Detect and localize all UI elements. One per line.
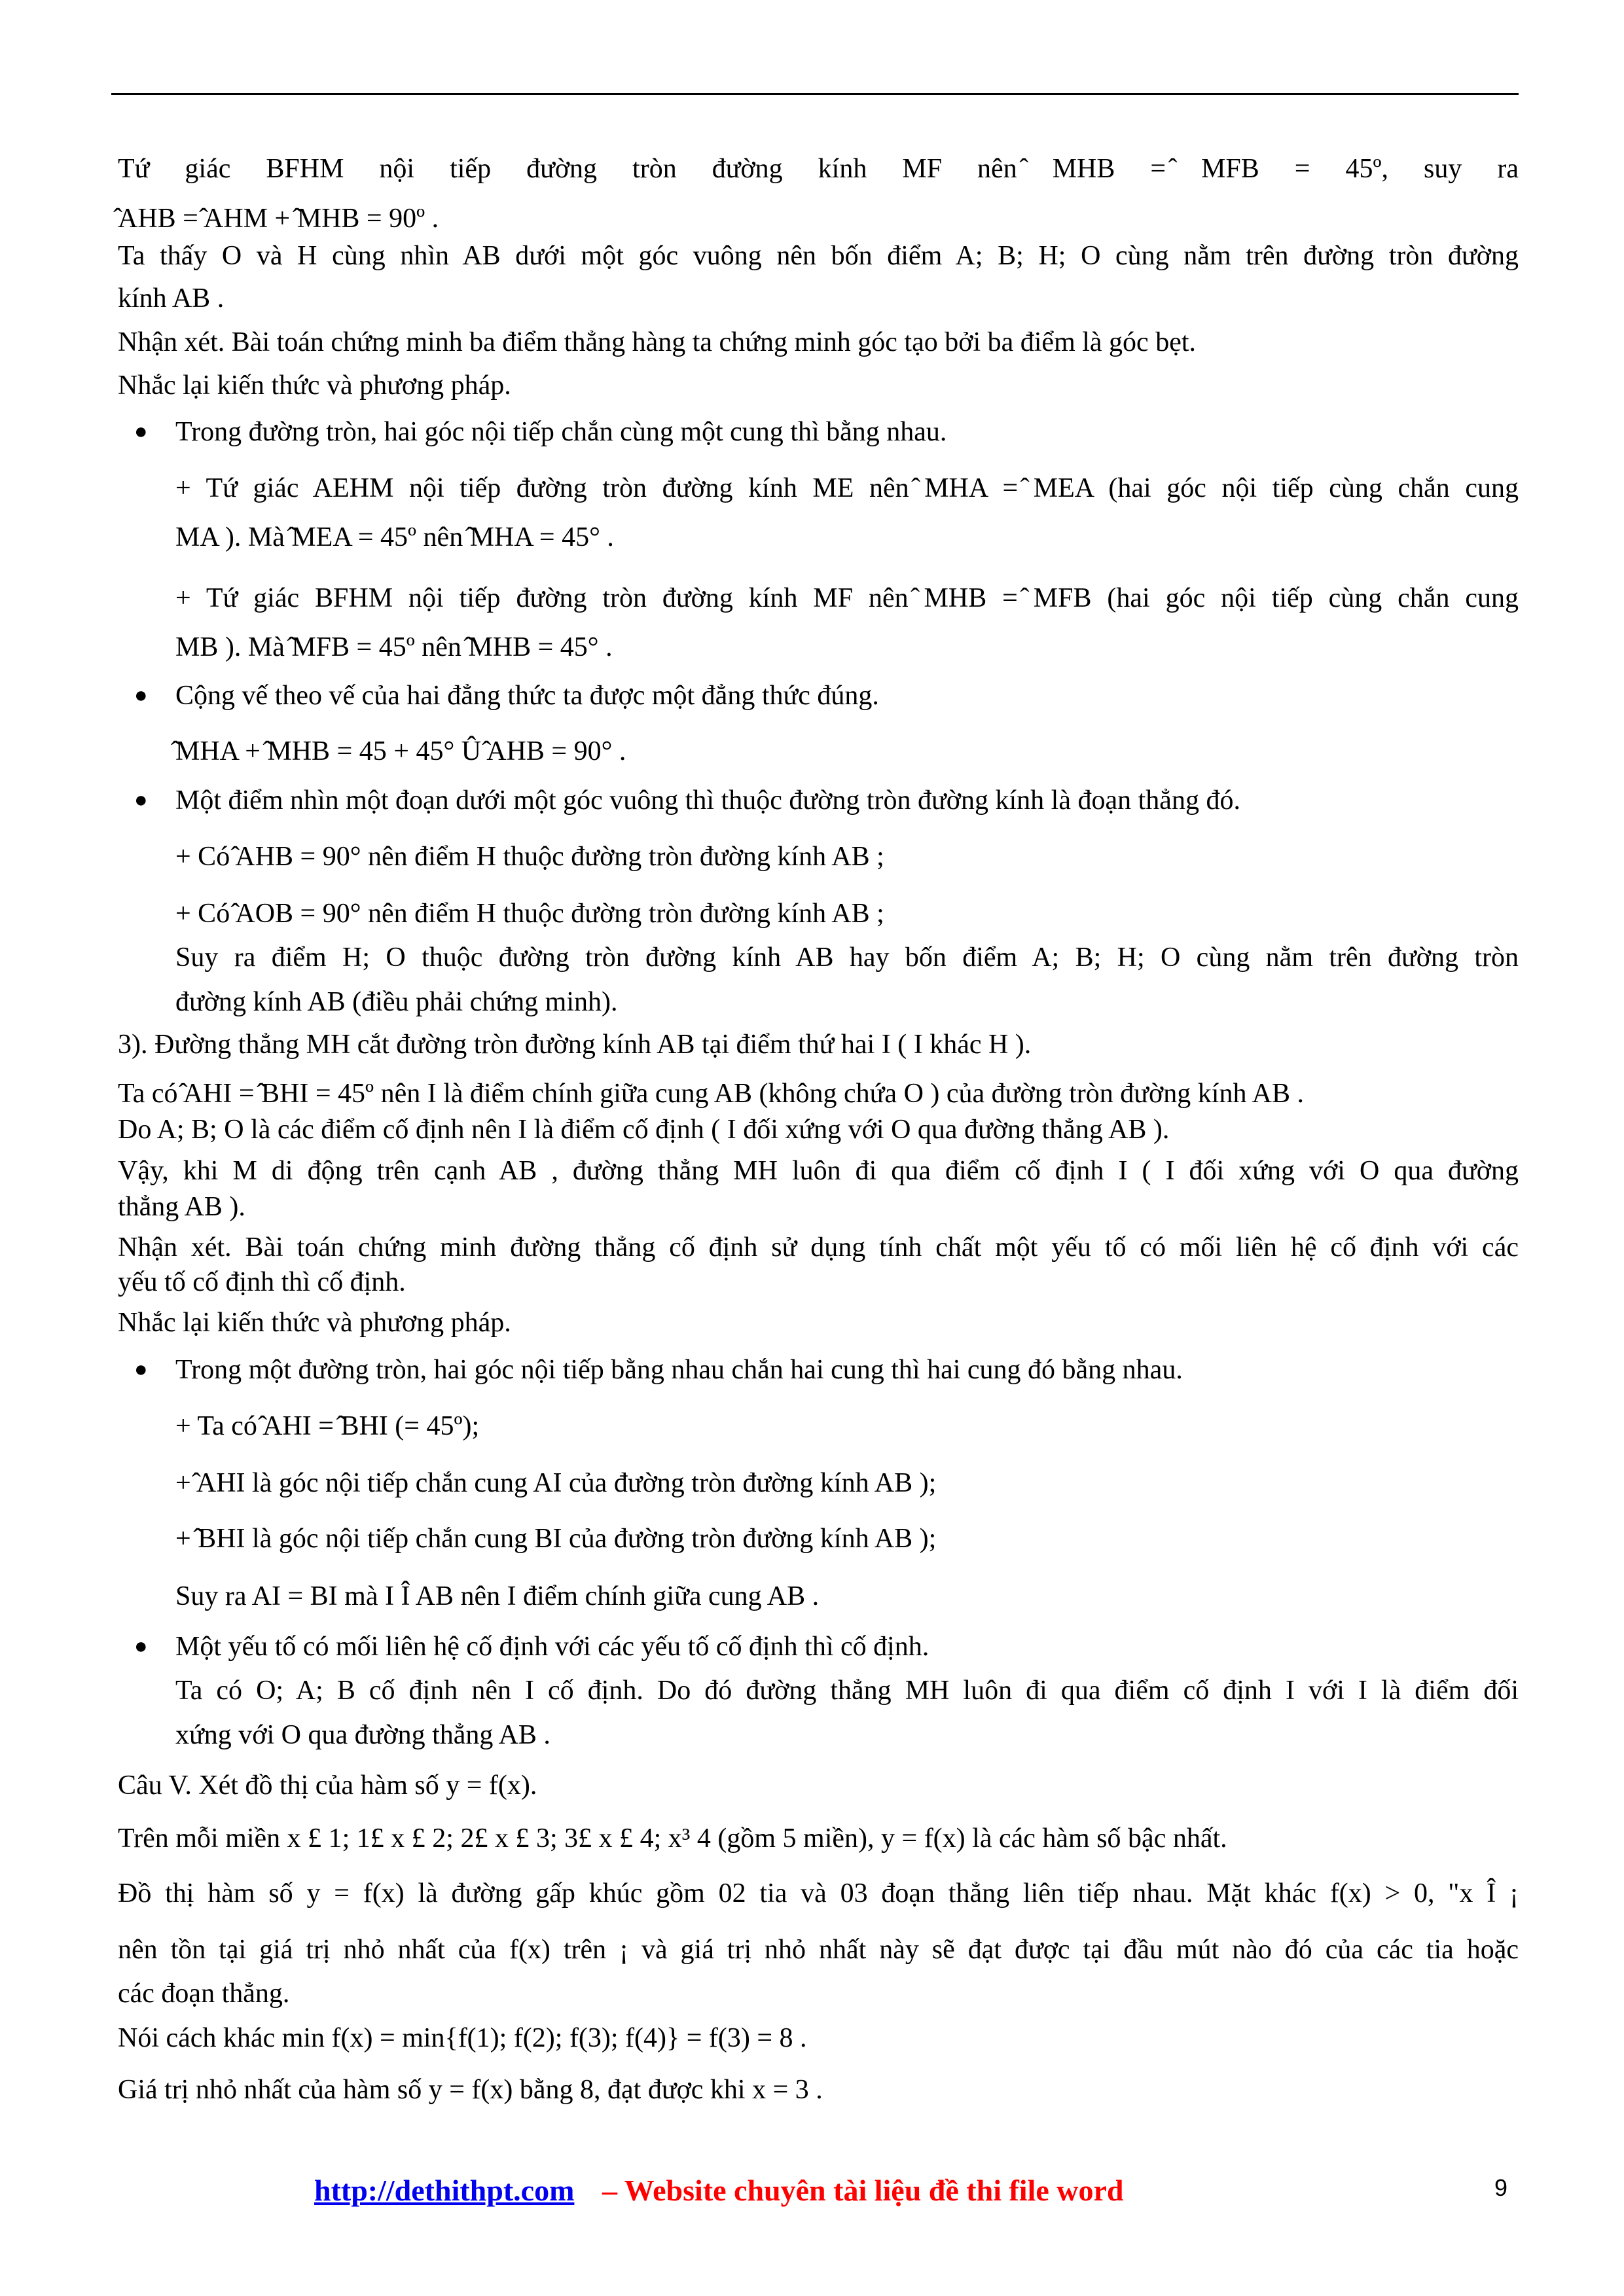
text-line: Một điểm nhìn một đoạn dưới một góc vuông thì thuộc đường tròn đường kính là đoạn thẳng đó. <box>175 785 1240 816</box>
text-line: + Tứ giác AEHM nội tiếp đường tròn đường kính ME nên ̂MHA = ̂MEA (hai góc nội tiếp cùng chắn cung <box>175 473 1519 503</box>
text-line: Nhận xét. Bài toán chứng minh ba điểm thẳng hàng ta chứng minh góc tạo bởi ba điểm là góc bẹt. <box>118 327 1197 357</box>
bullet-icon: ● <box>134 683 148 708</box>
text-line: Tứ giác BFHM nội tiếp đường tròn đường kính MF nên ̂MHB = ̂MFB = 45º, suy ra <box>118 154 1519 184</box>
text-line: + ̂BHI là góc nội tiếp chắn cung BI của đường tròn đường kính AB ); <box>175 1524 937 1554</box>
text-line: + Có ̂AHB = 90° nên điểm H thuộc đường tròn đường kính AB ; <box>175 842 884 872</box>
text-line: Ta có O; A; B cố định nên I cố định. Do đó đường thẳng MH luôn đi qua điểm cố định I với I là điểm đối <box>175 1676 1519 1706</box>
bullet-icon: ● <box>134 420 148 444</box>
text-line: kính AB . <box>118 283 225 314</box>
text-line: + ̂AHI là góc nội tiếp chắn cung AI của đường tròn đường kính AB ); <box>175 1468 937 1498</box>
text-line: Trong đường tròn, hai góc nội tiếp chắn cùng một cung thì bằng nhau. <box>175 417 947 447</box>
bullet-icon: ● <box>134 1357 148 1382</box>
text-line: xứng với O qua đường thẳng AB . <box>175 1720 550 1750</box>
footer-link[interactable]: http://dethithpt.com <box>314 2174 575 2207</box>
text-line: Vậy, khi M di động trên cạnh AB , đường thẳng MH luôn đi qua điểm cố định I ( I đối xứng với O qua đường <box>118 1156 1519 1186</box>
text-line: Cộng vế theo vế của hai đẳng thức ta được một đẳng thức đúng. <box>175 681 879 711</box>
text-line: thẳng AB ). <box>118 1192 245 1222</box>
footer-tagline: – Website chuyên tài liệu đề thi file word <box>602 2174 1124 2207</box>
text-line: Trên mỗi miền x £ 1; 1£ x £ 2; 2£ x £ 3; 3£ x £ 4; x³ 4 (gồm 5 miền), y = f(x) là các hàm số bậc nhất. <box>118 1823 1227 1854</box>
text-line: Do A; B; O là các điểm cố định nên I là điểm cố định ( I đối xứng với O qua đường thẳng AB ). <box>118 1115 1170 1145</box>
text-line: + Có ̂AOB = 90° nên điểm H thuộc đường tròn đường kính AB ; <box>175 899 884 929</box>
bullet-icon: ● <box>134 788 148 812</box>
text-line: MB ). Mà ̂MFB = 45º nên ̂MHB = 45° . <box>175 632 613 662</box>
text-line: Ta thấy O và H cùng nhìn AB dưới một góc vuông nên bốn điểm A; B; H; O cùng nằm trên đường tròn đường <box>118 241 1519 271</box>
text-line: nên tồn tại giá trị nhỏ nhất của f(x) trên ¡ và giá trị nhỏ nhất này sẽ đạt được tại đầu mút nào đó của các tia hoặc <box>118 1935 1519 1965</box>
text-line: Suy ra AI = BI mà I Î AB nên I điểm chính giữa cung AB . <box>175 1581 820 1611</box>
page-number: 9 <box>1494 2174 1508 2201</box>
text-line: + Tứ giác BFHM nội tiếp đường tròn đường kính MF nên ̂MHB = ̂MFB (hai góc nội tiếp cùng chắn cung <box>175 583 1519 613</box>
text-line: Suy ra điểm H; O thuộc đường tròn đường kính AB hay bốn điểm A; B; H; O cùng nằm trên đường tròn <box>175 942 1519 973</box>
text-line: Trong một đường tròn, hai góc nội tiếp bằng nhau chắn hai cung thì hai cung đó bằng nhau. <box>175 1355 1183 1385</box>
text-line: 3). Đường thẳng MH cắt đường tròn đường kính AB tại điểm thứ hai I ( I khác H ). <box>118 1030 1032 1060</box>
text-line: MA ). Mà ̂MEA = 45º nên ̂MHA = 45° . <box>175 522 614 552</box>
text-line: Nhắc lại kiến thức và phương pháp. <box>118 370 511 401</box>
text-line: + Ta có ̂AHI = ̂BHI (= 45º); <box>175 1411 480 1441</box>
bullet-icon: ● <box>134 1634 148 1659</box>
text-line: Giá trị nhỏ nhất của hàm số y = f(x) bằng 8, đạt được khi x = 3 . <box>118 2075 823 2105</box>
text-line: Câu V. Xét đồ thị của hàm số y = f(x). <box>118 1770 537 1801</box>
text-line: yếu tố cố định thì cố định. <box>118 1267 406 1297</box>
header-rule <box>111 93 1519 95</box>
text-line: ̂MHA + ̂MHB = 45 + 45° Û ̂AHB = 90° . <box>175 736 626 766</box>
text-line: Đồ thị hàm số y = f(x) là đường gấp khúc gồm 02 tia và 03 đoạn thẳng liên tiếp nhau. Mặt khác f(x) > 0, "x Î ¡ <box>118 1878 1519 1909</box>
text-line: đường kính AB (điều phải chứng minh). <box>175 987 618 1017</box>
text-line: Nhận xét. Bài toán chứng minh đường thẳng cố định sử dụng tính chất một yếu tố có mối liên hệ cố định với các <box>118 1232 1519 1263</box>
text-line: ̂AHB = ̂AHM + ̂MHB = 90º . <box>118 204 439 234</box>
text-line: Ta có ̂AHI = ̂BHI = 45º nên I là điểm chính giữa cung AB (không chứa O ) của đường tròn đường kính AB . <box>118 1079 1304 1109</box>
text-line: Một yếu tố có mối liên hệ cố định với các yếu tố cố định thì cố định. <box>175 1632 929 1662</box>
text-line: Nhắc lại kiến thức và phương pháp. <box>118 1308 511 1338</box>
text-line: các đoạn thẳng. <box>118 1979 290 2009</box>
text-line: Nói cách khác min f(x) = min{f(1); f(2); f(3); f(4)} = f(3) = 8 . <box>118 2023 807 2053</box>
